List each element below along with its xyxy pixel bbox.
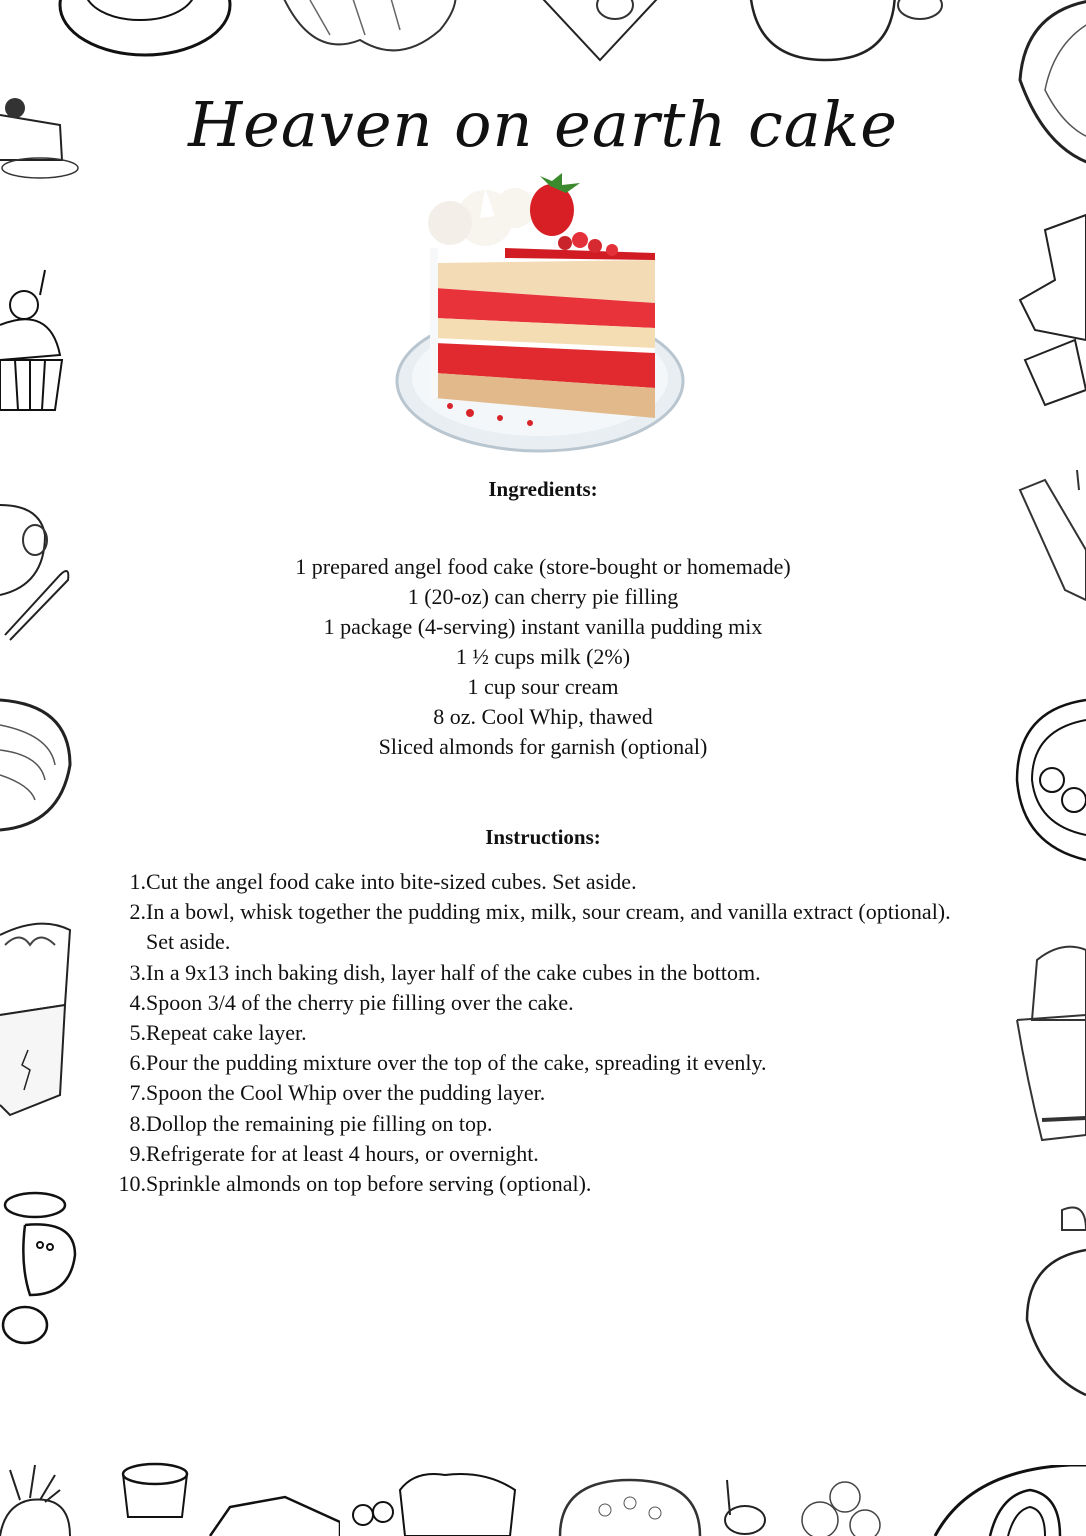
strawberry-icon xyxy=(0,1460,100,1536)
instruction-step xyxy=(110,988,970,1018)
step-text: In a bowl, whisk together the pudding mix, milk, sour cream, and vanilla extract (optional). Set aside. xyxy=(146,899,951,955)
lettuce-icon xyxy=(270,0,470,65)
dumpling-icon xyxy=(520,0,680,65)
instruction-step xyxy=(110,1048,970,1078)
instructions-heading: Instructions: xyxy=(485,825,601,849)
step-number: 1. xyxy=(129,869,146,894)
instruction-step xyxy=(110,1078,970,1108)
ingredient-item: 1 cup sour cream xyxy=(467,674,619,699)
step-number: 8. xyxy=(129,1110,146,1136)
cake-illustration xyxy=(390,168,700,460)
bean-bowl-icon xyxy=(555,1475,705,1536)
bread-basket-icon xyxy=(345,1470,530,1536)
instruction-step xyxy=(110,1018,970,1048)
instruction-step xyxy=(110,1139,970,1169)
ramekin-icon xyxy=(120,1462,340,1536)
dessert-cup-icon xyxy=(1012,940,1086,1150)
step-number: 6. xyxy=(129,1050,146,1076)
ingredients-heading: Ingredients: xyxy=(488,477,598,501)
ingredient-item: 1 ½ cups milk (2%) xyxy=(455,644,631,669)
ingredients-list xyxy=(0,552,1086,762)
roll-icon xyxy=(930,1465,1086,1536)
bowl-icon xyxy=(745,0,965,65)
step-number: 2. xyxy=(129,899,146,925)
instruction-step xyxy=(110,867,970,897)
step-text: Sprinkle almonds on top before serving (optional). xyxy=(146,1171,592,1197)
ingredient-item: 1 (20-oz) can cherry pie filling xyxy=(407,584,679,609)
instructions-list xyxy=(110,867,970,1199)
instruction-step xyxy=(110,1169,970,1199)
step-text: Dollop the remaining pie filling on top. xyxy=(146,1110,493,1136)
wrapped-food-icon xyxy=(1015,210,1086,410)
instruction-step xyxy=(110,1109,970,1139)
step-text: Pour the pudding mixture over the top of the cake, spreading it evenly. xyxy=(146,1050,767,1076)
step-text: In a 9x13 inch baking dish, layer half of the cake cubes in the bottom. xyxy=(146,959,761,985)
step-text: Refrigerate for at least 4 hours, or overnight. xyxy=(146,1140,539,1166)
plate-icon xyxy=(55,0,235,60)
step-number: 7. xyxy=(129,1080,146,1106)
cupcake-icon xyxy=(0,265,70,415)
bread-icon xyxy=(1012,1200,1086,1400)
recipe-title: Heaven on earth cake xyxy=(188,88,898,161)
step-text: Cut the angel food cake into bite-sized cubes. Set aside. xyxy=(146,869,637,894)
step-text: Repeat cake layer. xyxy=(146,1020,307,1046)
instruction-step xyxy=(110,958,970,988)
step-number: 5. xyxy=(129,1020,146,1046)
step-text: Spoon 3/4 of the cherry pie filling over the cake. xyxy=(146,989,574,1015)
step-number: 9. xyxy=(129,1140,146,1166)
step-number: 3. xyxy=(129,959,146,985)
ingredient-item: 1 package (4-serving) instant vanilla pudding mix xyxy=(323,614,763,639)
ingredient-item: Sliced almonds for garnish (optional) xyxy=(378,734,708,759)
step-number: 10. xyxy=(118,1171,146,1197)
grapes-icon xyxy=(715,1475,895,1536)
instruction-step xyxy=(110,897,970,957)
ingredient-item: 1 prepared angel food cake (store-bought or homemade) xyxy=(295,554,791,579)
ingredient-item: 8 oz. Cool Whip, thawed xyxy=(433,704,653,729)
step-number: 4. xyxy=(129,989,146,1015)
step-text: Spoon the Cool Whip over the pudding layer. xyxy=(146,1080,546,1106)
jars-icon xyxy=(0,1185,80,1350)
wrap-icon xyxy=(0,915,75,1120)
